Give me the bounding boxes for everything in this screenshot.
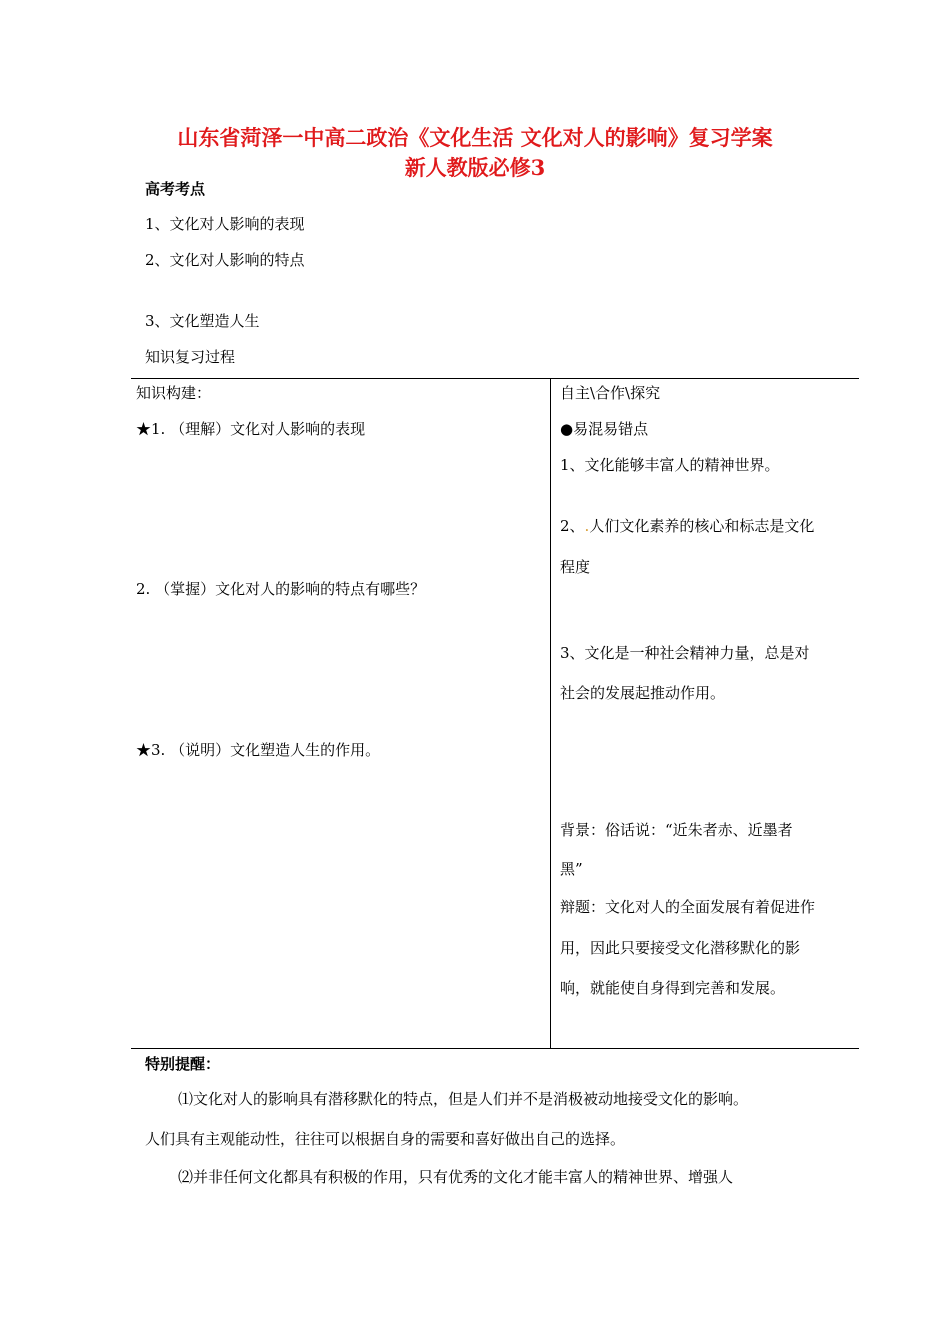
reminder-paragraph-1-line1: ⑴文化对人的影响具有潜移默化的特点，但是人们并不是消极被动地接受文化的影响。 [178,1090,749,1108]
debate-line2: 用，因此只要接受文化潜移默化的影 [560,939,801,957]
reminder-paragraph-2-line1: ⑵并非任何文化都具有积极的作用，只有优秀的文化才能丰富人的精神世界、增强人 [178,1168,734,1186]
point-3-line1: 3、文化是一种社会精神力量，总是对 [560,644,810,662]
table-top-border [131,378,859,379]
point-1: 1、文化能够丰富人的精神世界。 [560,456,780,474]
point-2-prefix: 2、 [560,517,585,535]
knowledge-construction-header: 知识构建： [136,384,212,402]
point-2-line2: 程度 [560,558,591,576]
debate-line3: 响，就能使自身得到完善和发展。 [560,979,786,997]
exam-point-item-2: 2、文化对人影响的特点 [145,251,305,269]
exam-points-heading: 高考考点 [145,180,206,198]
table-column-divider [550,378,551,1049]
point-2-line1 [560,515,814,536]
question-2: 2. （掌握）文化对人的影响的特点有哪些？ [136,580,426,598]
background-line1: 背景：俗话说：“近朱者赤、近墨者 [560,821,793,839]
point-3-line2: 社会的发展起推动作用。 [560,684,726,702]
point-2-dot: . [584,517,590,535]
exam-point-item-1: 1、文化对人影响的表现 [145,215,305,233]
reminder-paragraph-1-line2: 人们具有主观能动性，往往可以根据自身的需要和喜好做出自己的选择。 [145,1130,626,1148]
question-3: ★3. （说明）文化塑造人生的作用。 [136,741,381,759]
exam-point-item-3: 3、文化塑造人生 [145,312,260,330]
confusion-points-heading: ●易混易错点 [560,420,649,438]
document-title-line1: 山东省菏泽一中高二政治《文化生活 文化对人的影响》复习学案 [177,125,773,150]
inquiry-header: 自主\合作\探究 [560,384,661,402]
reminder-heading: 特别提醒： [145,1055,221,1073]
table-bottom-border [131,1048,859,1049]
point-2-text: 人们文化素养的核心和标志是文化 [589,517,815,535]
question-1: ★1. （理解）文化对人影响的表现 [136,420,366,438]
background-line2: 黑” [560,860,583,878]
debate-line1: 辩题：文化对人的全面发展有着促进作 [560,898,816,916]
process-heading: 知识复习过程 [145,348,236,366]
document-title-line2: 新人教版必修3 [404,155,546,180]
